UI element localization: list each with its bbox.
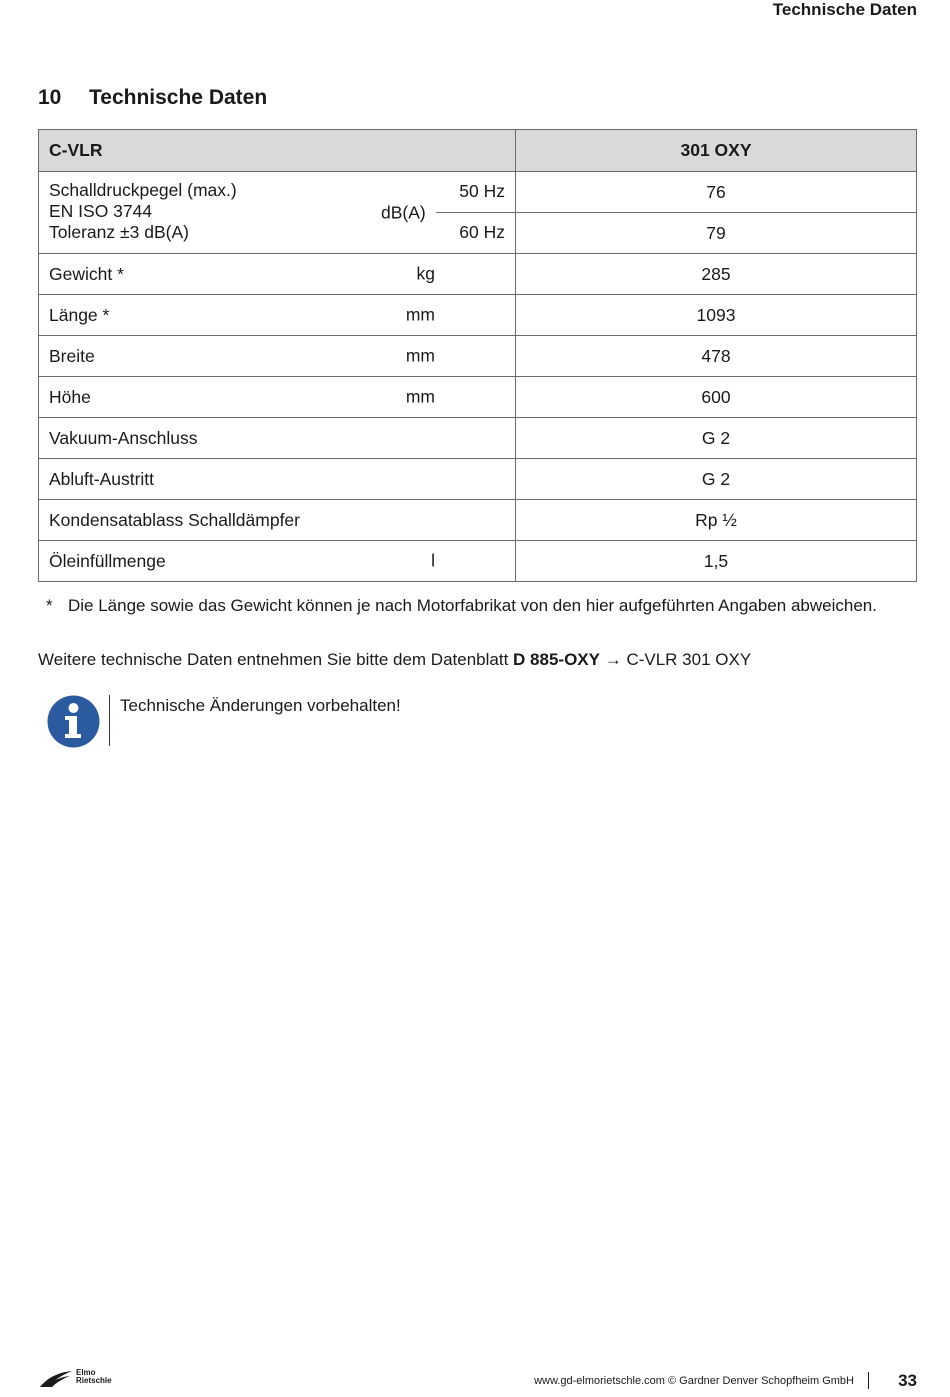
frequency-divider — [436, 212, 515, 213]
row-value: 478 — [516, 336, 917, 377]
further-suffix: C-VLR 301 OXY — [626, 650, 752, 669]
sound-pressure-label-cell — [39, 172, 516, 254]
footnote-marker: * — [46, 596, 53, 615]
further-prefix: Weitere technische Daten entnehmen Sie bitte dem Datenblatt — [38, 650, 509, 669]
page-number: 33 — [898, 1371, 917, 1390]
footer-text: www.gd-elmorietschle.com © Gardner Denver Schopfheim GmbH — [534, 1375, 854, 1387]
row-value: 1,5 — [516, 541, 917, 582]
row-label: Kondensatablass Schalldämpfer — [49, 509, 300, 530]
info-note: Technische Änderungen vorbehalten! — [120, 696, 401, 715]
row-unit: mm — [405, 386, 435, 407]
sound-pressure-unit: dB(A) — [381, 202, 426, 222]
info-icon — [47, 695, 100, 748]
footer-divider — [868, 1372, 869, 1389]
table-row — [39, 336, 917, 377]
row-unit: kg — [416, 263, 435, 284]
table-row — [39, 418, 917, 459]
footnote — [46, 595, 911, 617]
info-divider — [109, 695, 110, 746]
row-value: 285 — [516, 254, 917, 295]
datasheet-reference: D 885-OXY — [513, 650, 600, 669]
running-header: Technische Daten — [772, 0, 917, 19]
table-row — [39, 541, 917, 582]
frequency-60hz: 60 Hz — [459, 222, 505, 242]
row-label: Öleinfüllmenge — [49, 550, 166, 571]
section-title-text: Technische Daten — [89, 86, 268, 109]
row-value: Rp ½ — [516, 500, 917, 541]
footnote-text: Die Länge sowie das Gewicht können je nach Motorfabrikat von den hier aufgeführten Angaben abweichen. — [68, 596, 877, 615]
sound-pressure-line2: EN ISO 3744 — [49, 201, 153, 221]
row-unit: mm — [405, 345, 435, 366]
technical-data-table — [38, 129, 917, 582]
header-model-cell: C-VLR — [39, 130, 516, 172]
table-row — [39, 459, 917, 500]
logo-line2: Rietschle — [76, 1376, 112, 1385]
table-row — [39, 377, 917, 418]
logo-swoosh-icon — [38, 1369, 74, 1389]
section-title — [38, 86, 267, 110]
row-label: Vakuum-Anschluss — [49, 427, 198, 448]
header-variant-cell: 301 OXY — [516, 130, 917, 172]
company-logo — [38, 1369, 128, 1389]
row-value: G 2 — [516, 459, 917, 500]
row-unit: l — [431, 550, 435, 571]
sound-pressure-line3: Toleranz ±3 dB(A) — [49, 222, 189, 242]
sound-value-60hz: 79 — [516, 213, 917, 254]
sound-value-50hz: 76 — [516, 172, 917, 213]
section-number: 10 — [38, 86, 62, 109]
row-label: Länge * — [49, 304, 110, 325]
sound-pressure-line1: Schalldruckpegel (max.) — [49, 180, 237, 200]
table-row-sound-50 — [39, 172, 917, 213]
arrow-right-icon: → — [604, 650, 622, 669]
row-value: 600 — [516, 377, 917, 418]
table-header-row — [39, 130, 917, 172]
row-value: 1093 — [516, 295, 917, 336]
table-row — [39, 295, 917, 336]
logo-line1: Elmo — [76, 1368, 96, 1377]
table-row — [39, 254, 917, 295]
further-info-line — [38, 650, 751, 670]
row-label: Gewicht * — [49, 263, 124, 284]
row-unit: mm — [405, 304, 435, 325]
table-row — [39, 500, 917, 541]
row-label: Abluft-Austritt — [49, 468, 155, 489]
row-value: G 2 — [516, 418, 917, 459]
frequency-50hz: 50 Hz — [459, 181, 505, 201]
row-label: Höhe — [49, 386, 91, 407]
row-label: Breite — [49, 345, 95, 366]
